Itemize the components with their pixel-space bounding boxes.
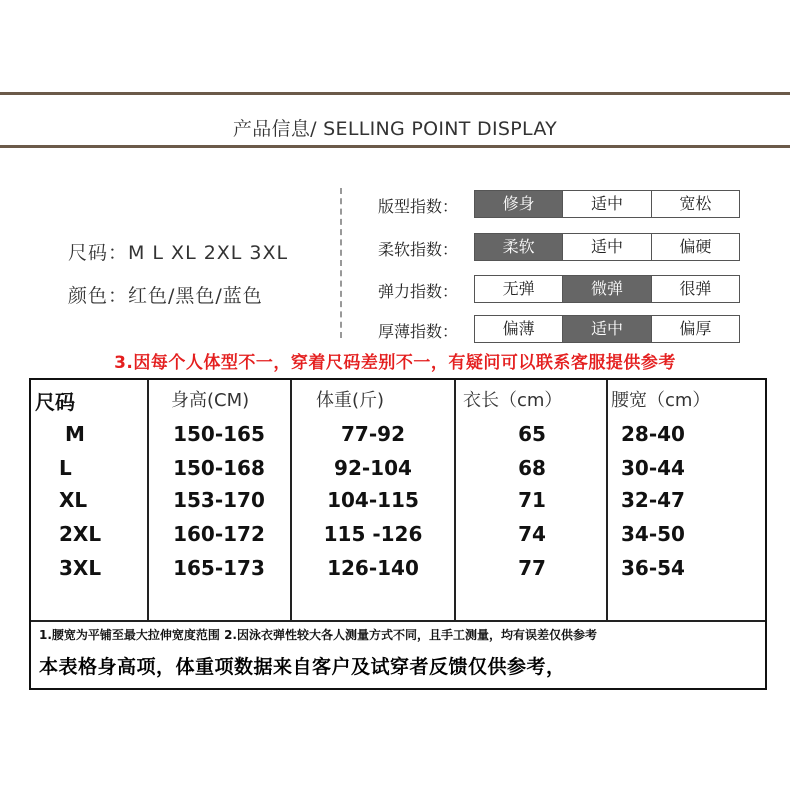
- table-header-cell: 身高(CM): [171, 390, 250, 411]
- index-option-selected: 修身: [475, 191, 562, 217]
- index-option: 偏薄: [502, 319, 535, 338]
- table-cell: 2XL: [59, 522, 102, 546]
- index-label: 厚薄指数：: [378, 322, 459, 341]
- index-option: 很弹: [651, 276, 739, 302]
- table-cell: 36-54: [621, 556, 685, 580]
- table-column-line: [290, 380, 292, 620]
- table-cell: M: [65, 422, 85, 446]
- top-rule: [0, 92, 790, 95]
- index-option: 偏硬: [651, 234, 739, 260]
- index-rating-box: [474, 233, 740, 261]
- color-options: 颜色：红色/黑色/蓝色: [68, 285, 263, 307]
- table-header-cell: 尺码: [35, 390, 75, 414]
- table-header-cell: 腰宽（cm）: [611, 390, 711, 411]
- table-header-cell: 体重(斤): [316, 390, 385, 411]
- index-option: 适中: [562, 234, 650, 260]
- table-cell: 34-50: [621, 522, 685, 546]
- fit-notice: 3.因每个人体型不一，穿着尺码差别不一，有疑问可以联系客服提供参考: [114, 353, 676, 373]
- index-rating-box: [474, 315, 740, 343]
- dashed-divider: [340, 188, 342, 338]
- table-cell: 68: [518, 456, 546, 480]
- index-option: 宽松: [651, 191, 739, 217]
- index-option-selected: 微弹: [562, 276, 650, 302]
- size-table: [29, 378, 767, 690]
- index-label: 弹力指数：: [378, 282, 459, 301]
- table-cell: 77-92: [341, 422, 405, 446]
- table-note-small: 1.腰宽为平铺至最大拉伸宽度范围 2.因泳衣弹性较大各人测量方式不同，且手工测量，均有误差仅供参考: [39, 628, 597, 642]
- table-cell: 71: [518, 488, 546, 512]
- table-cell: 32-47: [621, 488, 685, 512]
- table-cell: 3XL: [59, 556, 102, 580]
- table-column-line: [454, 380, 456, 620]
- table-cell: 74: [518, 522, 546, 546]
- table-cell: 153-170: [173, 488, 265, 512]
- table-cell: 160-172: [173, 522, 265, 546]
- size-options: 尺码：M L XL 2XL 3XL: [68, 242, 289, 264]
- section-title: 产品信息/ SELLING POINT DISPLAY: [232, 118, 558, 140]
- table-cell: 30-44: [621, 456, 685, 480]
- table-cell: 28-40: [621, 422, 685, 446]
- table-cell: 126-140: [327, 556, 419, 580]
- table-cell: 150-165: [173, 422, 265, 446]
- table-note-large: 本表格身高项，体重项数据来自客户及试穿者反馈仅供参考，: [39, 656, 566, 678]
- index-rating-box: [474, 275, 740, 303]
- table-cell: 92-104: [334, 456, 412, 480]
- index-option-selected: 适中: [562, 316, 650, 342]
- index-rating-box: [474, 190, 740, 218]
- table-cell: 165-173: [173, 556, 265, 580]
- index-option-selected: 柔软: [475, 234, 562, 260]
- table-header-cell: 衣长（cm）: [463, 390, 563, 411]
- table-cell: XL: [59, 488, 88, 512]
- table-cell: L: [59, 456, 72, 480]
- index-option: 无弹: [502, 279, 535, 298]
- index-option: 偏厚: [651, 316, 739, 342]
- index-label: 柔软指数：: [378, 240, 459, 259]
- table-row-line: [31, 620, 765, 622]
- table-cell: 104-115: [327, 488, 419, 512]
- table-cell: 77: [518, 556, 546, 580]
- index-option: 适中: [562, 191, 650, 217]
- table-cell: 65: [518, 422, 546, 446]
- table-cell: 115 -126: [323, 522, 423, 546]
- index-label: 版型指数：: [378, 197, 459, 216]
- table-cell: 150-168: [173, 456, 265, 480]
- bottom-rule: [0, 145, 790, 148]
